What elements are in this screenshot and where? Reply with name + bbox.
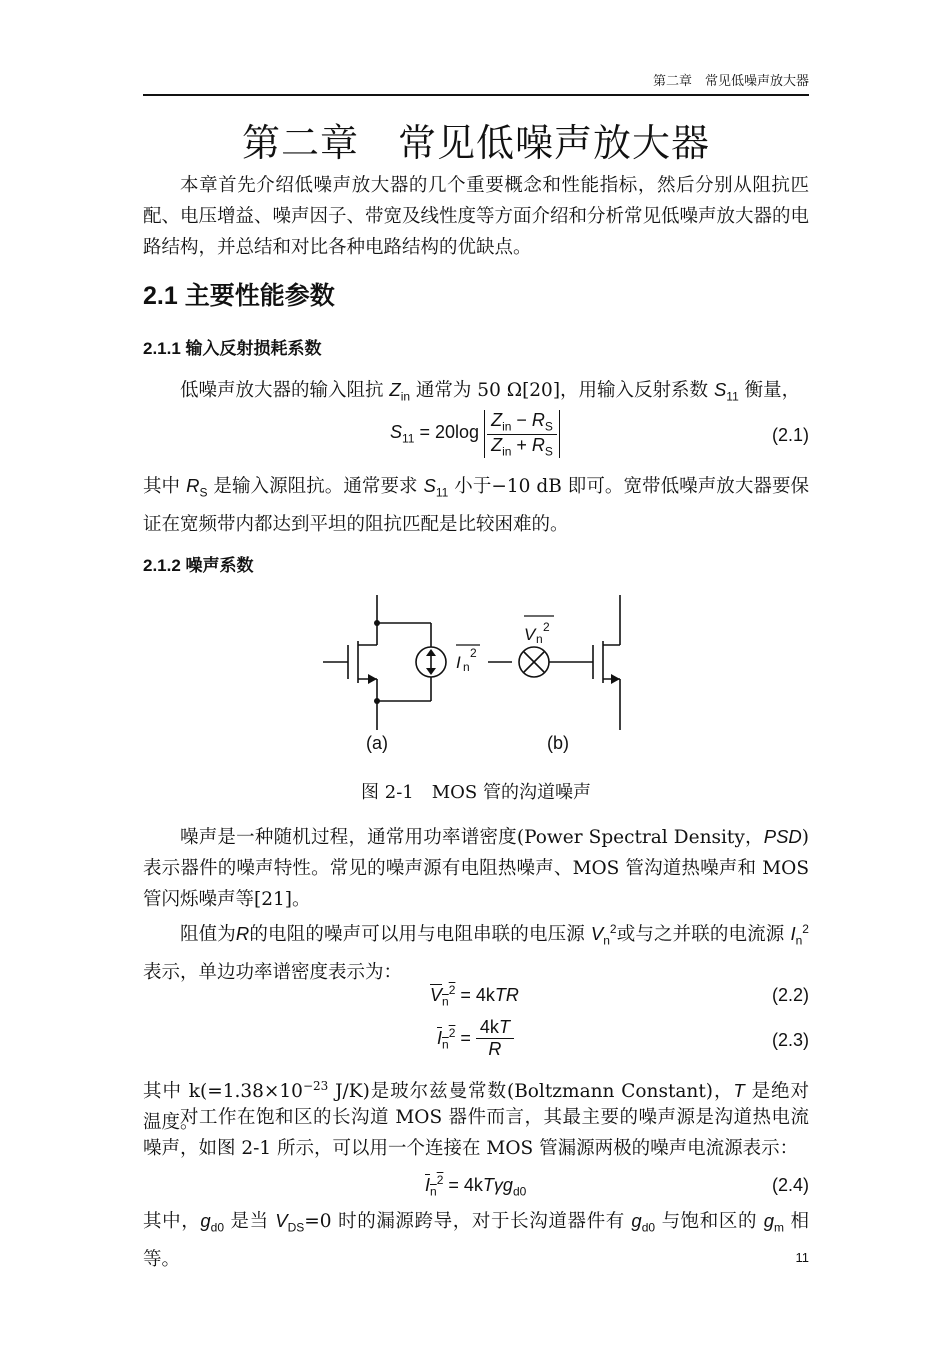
figure-label-b: (b) <box>547 733 569 753</box>
down-arrow-icon <box>426 668 436 675</box>
source-arrow-b <box>611 674 620 684</box>
svg-text:n: n <box>536 632 543 646</box>
page-number: 11 <box>795 1250 809 1265</box>
source-arrow-a <box>368 674 377 684</box>
paragraph-channel-noise: 对工作在饱和区的长沟道 MOS 器件而言，其最主要的噪声源是沟道热电流噪声，如图 2-1 所示，可以用一个连接在 MOS 管漏源两极的噪声电流源表示： <box>143 1107 809 1159</box>
mos-channel-noise-figure <box>310 585 650 785</box>
up-arrow-icon <box>426 649 436 656</box>
equation-number-2-4: (2.4) <box>771 1175 809 1195</box>
svg-text:2: 2 <box>543 620 550 634</box>
current-noise-label: I <box>456 653 461 672</box>
running-header: 第二章 常见低噪声放大器 <box>652 74 809 89</box>
equation-2-3: $I_n^2$ = $\frac{4kT}{R}$ <box>437 1017 514 1060</box>
paragraph-resistor-noise: 阻值为R的电阻的噪声可以用与电阻串联的电压源 $V_n^2$或与之并联的电流源 $I_n^2$ 表示，单边功率谱密度表示为： <box>143 922 809 983</box>
equation-number-2-1: (2.1) <box>771 425 809 445</box>
paragraph-psd: 噪声是一种随机过程，通常用功率谱密度(Power Spectral Density，PSD)表示器件的噪声特性。常见的噪声源有电阻热噪声、MOS 管沟道热噪声和 MOS 管闪烁噪声等[21]。 <box>143 826 809 910</box>
subsection-heading-2-1-1: 2.1.1 输入反射损耗系数 <box>143 339 322 358</box>
figure-label-a: (a) <box>366 733 388 753</box>
voltage-noise-label: V <box>524 625 536 644</box>
equation-2-2: $V_n^2 = 4kTR$ <box>430 983 519 1009</box>
subsection-heading-2-1-2: 2.1.2 噪声系数 <box>143 556 254 575</box>
svg-text:n: n <box>463 660 470 674</box>
paragraph-transconductance: 其中，$g_{d0}$ 是当 $V_{DS}=0$ 时的漏源跨导，对于长沟道器件有 $g_{d0}$ 与饱和区的 $g_m$ 相等。 <box>143 1210 809 1270</box>
intro-paragraph: 本章首先介绍低噪声放大器的几个重要概念和性能指标，然后分别从阻抗匹配、电压增益、噪声因子、带宽及线性度等方面介绍和分析常见低噪声放大器的电路结构，并总结和对比各种电路结构的优缺点。 <box>143 175 810 258</box>
chapter-title: 第二章 常见低噪声放大器 <box>241 121 710 165</box>
equation-2-1: $S_{11} = 20\log$ $\frac{Z_{in} - R_S}{Z_{in} + R_S}$ <box>390 410 560 458</box>
equation-2-4: $I_n^2 = 4kT\gamma g_{d0}$ <box>425 1173 527 1199</box>
svg-text:2: 2 <box>470 646 477 660</box>
header-rule <box>143 94 809 96</box>
paragraph-input-impedance: 低噪声放大器的输入阻抗 $Z_{in}$ 通常为 50 Ω[20]，用输入反射系数 $S_{11}$ 衡量， <box>180 379 801 404</box>
equation-number-2-2: (2.2) <box>771 985 809 1005</box>
paragraph-boltzmann: 其中 $k(=1.38\times 10^{-23}$ J/K)是玻尔兹曼常数(Boltzmann Constant)，T 是绝对温度。 <box>143 1079 809 1134</box>
equation-number-2-3: (2.3) <box>771 1030 809 1050</box>
paragraph-source-impedance: 其中 $R_S$ 是输入源阻抗。通常要求 $S_{11}$ 小于−10 dB 即可。宽带低噪声放大器要保证在宽频带内都达到平坦的阻抗匹配是比较困难的。 <box>143 475 810 535</box>
figure-caption: 图 2-1 MOS 管的沟道噪声 <box>361 782 591 803</box>
section-heading: 2.1 主要性能参数 <box>143 282 335 310</box>
